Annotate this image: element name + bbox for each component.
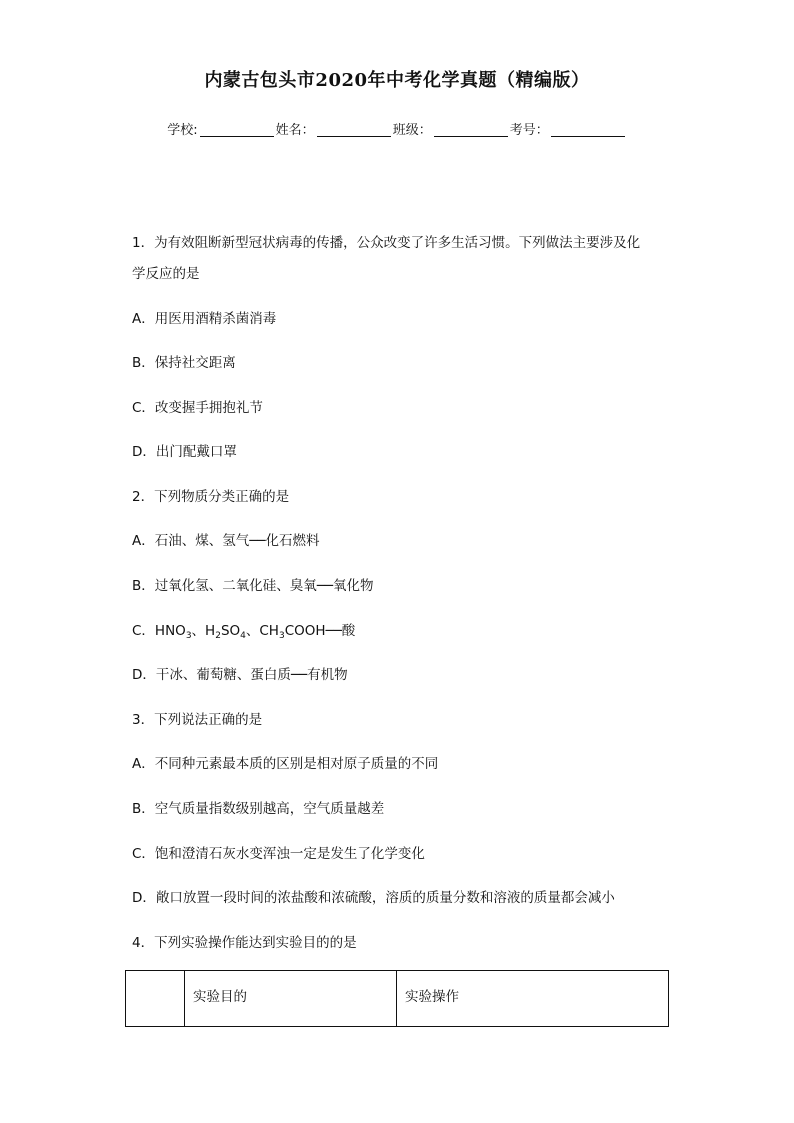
- q1-option-d: D．出门配戴口罩: [132, 444, 237, 460]
- exam-no-label: 考号：: [509, 123, 549, 138]
- q4-table: [125, 970, 669, 1027]
- class-label: 班级：: [392, 123, 432, 138]
- q1-stem-cont: 学反应的是: [132, 266, 200, 282]
- table-header-row: [126, 971, 669, 1027]
- q1-option-c: C．改变握手拥抱礼节: [132, 400, 263, 416]
- exam-no-blank[interactable]: [551, 122, 625, 137]
- q3-option-a: A．不同种元素最本质的区别是相对原子质量的不同: [132, 756, 439, 772]
- q4-stem: 4．下列实验操作能达到实验目的的是: [132, 935, 357, 951]
- student-info-line: [0, 119, 794, 138]
- q2-option-c: C．$HNO_3$、$H_2SO_4$、$CH_3COOH──$酸: [132, 623, 356, 641]
- q3-option-b: B．空气质量指数级别越高，空气质量越差: [132, 801, 385, 817]
- school-blank[interactable]: [200, 122, 274, 137]
- q1-option-b: B．保持社交距离: [132, 355, 236, 371]
- name-label: 姓名：: [275, 123, 315, 138]
- q2-option-a: A．石油、煤、氢气──化石燃料: [132, 533, 320, 549]
- table-header-cell: 实验目的: [185, 971, 397, 1027]
- name-blank[interactable]: [317, 122, 391, 137]
- q2-option-d: D．干冰、葡萄糖、蛋白质──有机物: [132, 667, 348, 683]
- class-blank[interactable]: [434, 122, 508, 137]
- q3-stem: 3．下列说法正确的是: [132, 712, 263, 728]
- q1-stem: 1．为有效阻断新型冠状病毒的传播，公众改变了许多生活习惯。下列做法主要涉及化: [132, 235, 641, 251]
- q2-stem: 2．下列物质分类正确的是: [132, 489, 290, 505]
- q1-option-a: A．用医用酒精杀菌消毒: [132, 311, 277, 327]
- q2-option-b: B．过氧化氢、二氧化硅、臭氧──氧化物: [132, 578, 374, 594]
- table-header-cell: [126, 971, 185, 1027]
- page-title: 内蒙古包头市2020年中考化学真题（精编版）: [204, 70, 590, 91]
- q3-option-c: C．饱和澄清石灰水变浑浊一定是发生了化学变化: [132, 846, 425, 862]
- q3-option-d: D．敞口放置一段时间的浓盐酸和浓硫酸，溶质的质量分数和溶液的质量都会减小: [132, 890, 615, 906]
- school-label: 学校:: [167, 123, 198, 138]
- table-header-cell: 实验操作: [397, 971, 669, 1027]
